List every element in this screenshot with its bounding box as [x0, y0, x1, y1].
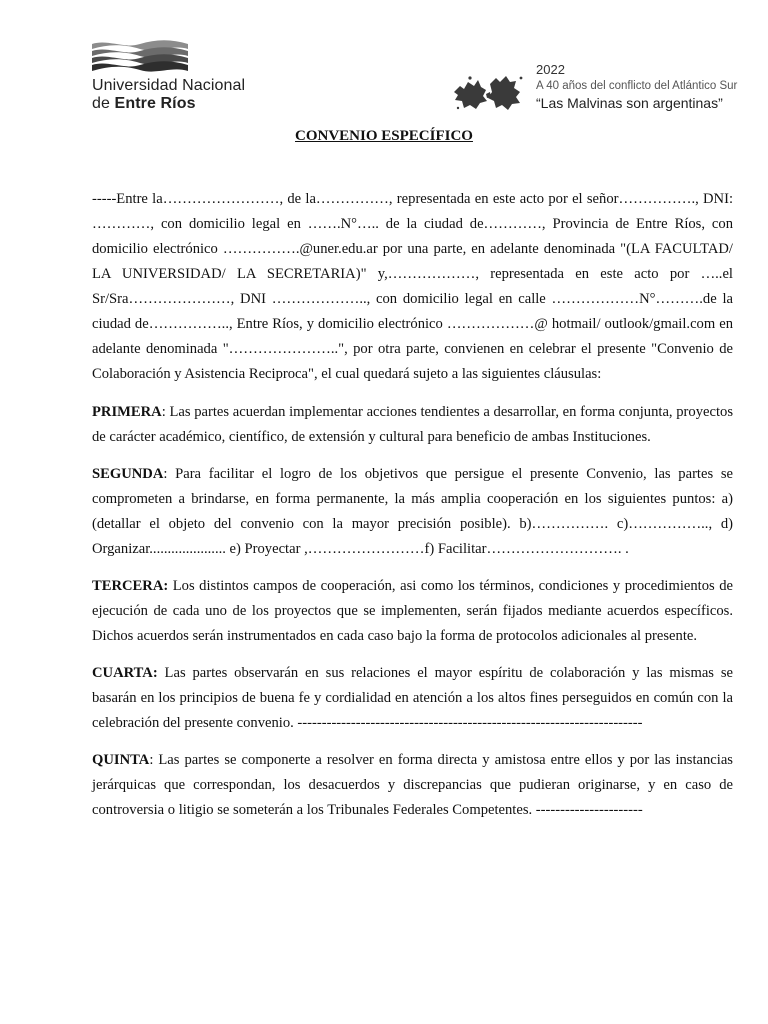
- clause-tercera: [92, 574, 733, 649]
- university-name-line2: de Entre Ríos: [92, 95, 196, 112]
- malvinas-campaign-logo: [450, 62, 750, 118]
- clause-label: SEGUNDA: [92, 466, 164, 482]
- intro-paragraph: -----Entre la……………………, de la……………, representada en este acto por el señor……………., DNI: …………, con domicilio legal en …….N°….. de la ciudad de…………, Provincia de Entre Ríos, con domicilio electrónico …………….@uner.edu.ar por una parte, en adelante denominada "(LA FACULTAD/ LA UNIVERSIDAD/ LA SECRETARIA)" y,………………, representada en este acto por …..el Sr/Sra…………………, DNI ……………….., con domicilio legal en calle ………………N°……….de la ciudad de…………….., Entre Ríos, y domicilio electrónico ………………@ hotmail/ outlook/gmail.com en adelante denominada "…………………..", por otra parte, convienen en celebrar el presente "Convenio de Colaboración y Asistencia Reciproca", el cual quedará sujeto a las siguientes cláusulas:: [92, 191, 733, 382]
- campaign-quote: “Las Malvinas son argentinas”: [536, 95, 723, 111]
- clause-primera: [92, 400, 733, 450]
- clause-text: : Las partes se componerte a resolver en forma directa y amistosa entre ellos y por las instancias jerárquicas que correspondan, los desacuerdos y discrepancias que pudieran originarse, y en caso de controversia o litigio se someterán a los Tribunales Federales Competentes. ----------------------: [92, 752, 733, 818]
- clause-text: Los distintos campos de cooperación, asi como los términos, condiciones y procedimientos de ejecución de cada uno de los proyectos que se implementen, serán fijados mediante acuerdos específicos. Dichos acuerdos serán instrumentados en cada caso bajo la forma de protocolos adicionales al presente.: [92, 578, 733, 644]
- campaign-subtitle: A 40 años del conflicto del Atlántico Sur: [536, 80, 738, 92]
- campaign-year: 2022: [536, 62, 565, 77]
- clause-text: : Para facilitar el logro de los objetivos que persigue el presente Convenio, las partes se comprometen a brindarse, en forma permanente, la más amplia cooperación en los siguientes puntos: a) (detallar el objeto del convenio con la mayor precisión posible). b)……………. c)…………….., d) Organizar..................... e) Proyectar ,……………………f) Facilitar………………………. .: [92, 466, 733, 557]
- document-title: CONVENIO ESPECÍFICO: [295, 128, 473, 144]
- university-logo: [92, 40, 292, 110]
- clause-label: TERCERA:: [92, 578, 169, 594]
- wave-logo-icon: [92, 40, 188, 72]
- malvinas-islands-icon: [450, 70, 528, 116]
- clause-text: Las partes observarán en sus relaciones el mayor espíritu de colaboración y las mismas se basarán en los principios de buena fe y cordialidad en atención a los altos fines perseguidos en común con la celebración del presente convenio. -----------------------------------------------------------------------: [92, 665, 733, 731]
- university-name-line1: Universidad Nacional: [92, 77, 246, 94]
- document-body: [92, 187, 733, 835]
- clause-label: QUINTA: [92, 752, 150, 768]
- clause-segunda: [92, 462, 733, 562]
- clause-cuarta: [92, 661, 733, 736]
- clause-label: PRIMERA: [92, 404, 162, 420]
- clause-label: CUARTA:: [92, 665, 158, 681]
- clause-quinta: [92, 748, 733, 823]
- campaign-text: [536, 62, 737, 112]
- clause-text: : Las partes acuerdan implementar acciones tendientes a desarrollar, en forma conjunta, proyectos de carácter académico, científico, de extensión y cultural para beneficio de ambas Instituciones.: [92, 404, 733, 445]
- university-name: [92, 77, 245, 113]
